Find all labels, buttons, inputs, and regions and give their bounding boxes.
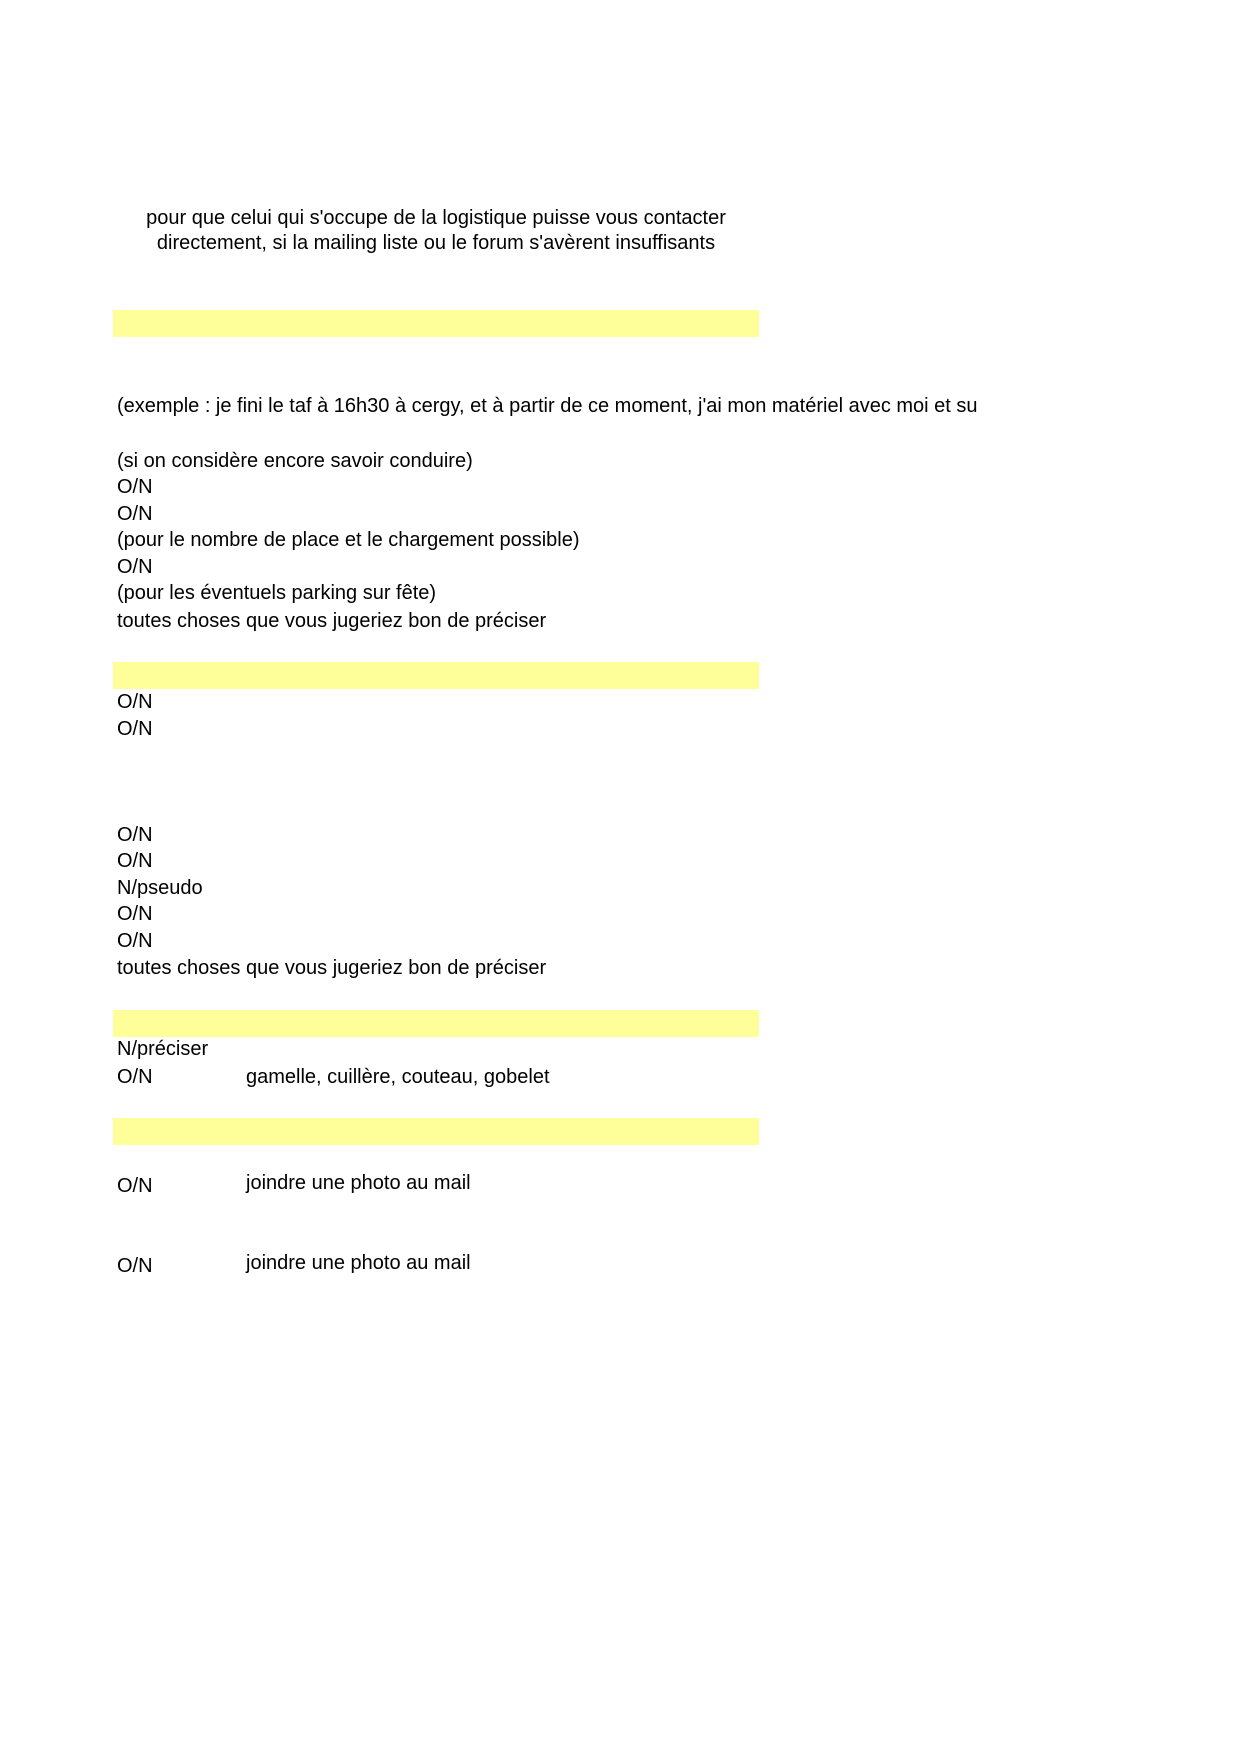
yes-no-answer: O/N: [117, 930, 153, 952]
yes-no-answer: O/N: [117, 850, 153, 872]
example-note: (exemple : je fini le taf à 16h30 à cergy, et à partir de ce moment, j'ai mon matériel avec moi et su: [117, 396, 978, 416]
photo-note: joindre une photo au mail: [246, 1252, 471, 1274]
pseudo-answer: N/pseudo: [117, 877, 203, 899]
yes-no-answer: O/N: [117, 824, 153, 846]
highlight-band-1[interactable]: [113, 310, 759, 337]
highlight-band-2[interactable]: [113, 662, 759, 689]
intro-note: [113, 206, 759, 256]
other-remarks-note: toutes choses que vous jugeriez bon de préciser: [117, 610, 547, 632]
yes-no-answer: O/N: [117, 1175, 153, 1197]
intro-line-1: pour que celui qui s'occupe de la logistique puisse vous contacter: [146, 207, 726, 229]
yes-no-answer: O/N: [117, 556, 153, 578]
highlight-band-3[interactable]: [113, 1010, 759, 1037]
yes-no-answer: O/N: [117, 718, 153, 740]
yes-no-answer: O/N: [117, 1066, 153, 1088]
driving-note: (si on considère encore savoir conduire): [117, 450, 473, 472]
yes-no-answer: O/N: [117, 903, 153, 925]
photo-note: joindre une photo au mail: [246, 1172, 471, 1194]
yes-no-answer: O/N: [117, 1255, 153, 1277]
yes-no-answer: O/N: [117, 476, 153, 498]
other-remarks-note: toutes choses que vous jugeriez bon de préciser: [117, 957, 547, 979]
kit-note: gamelle, cuillère, couteau, gobelet: [246, 1066, 550, 1088]
highlight-band-4[interactable]: [113, 1118, 759, 1145]
preciser-answer: N/préciser: [117, 1038, 209, 1060]
intro-line-2: directement, si la mailing liste ou le forum s'avèrent insuffisants: [156, 232, 716, 254]
yes-no-answer: O/N: [117, 503, 153, 525]
places-note: (pour le nombre de place et le chargement possible): [117, 529, 580, 551]
parking-note: (pour les éventuels parking sur fête): [117, 582, 437, 604]
yes-no-answer: O/N: [117, 691, 153, 713]
